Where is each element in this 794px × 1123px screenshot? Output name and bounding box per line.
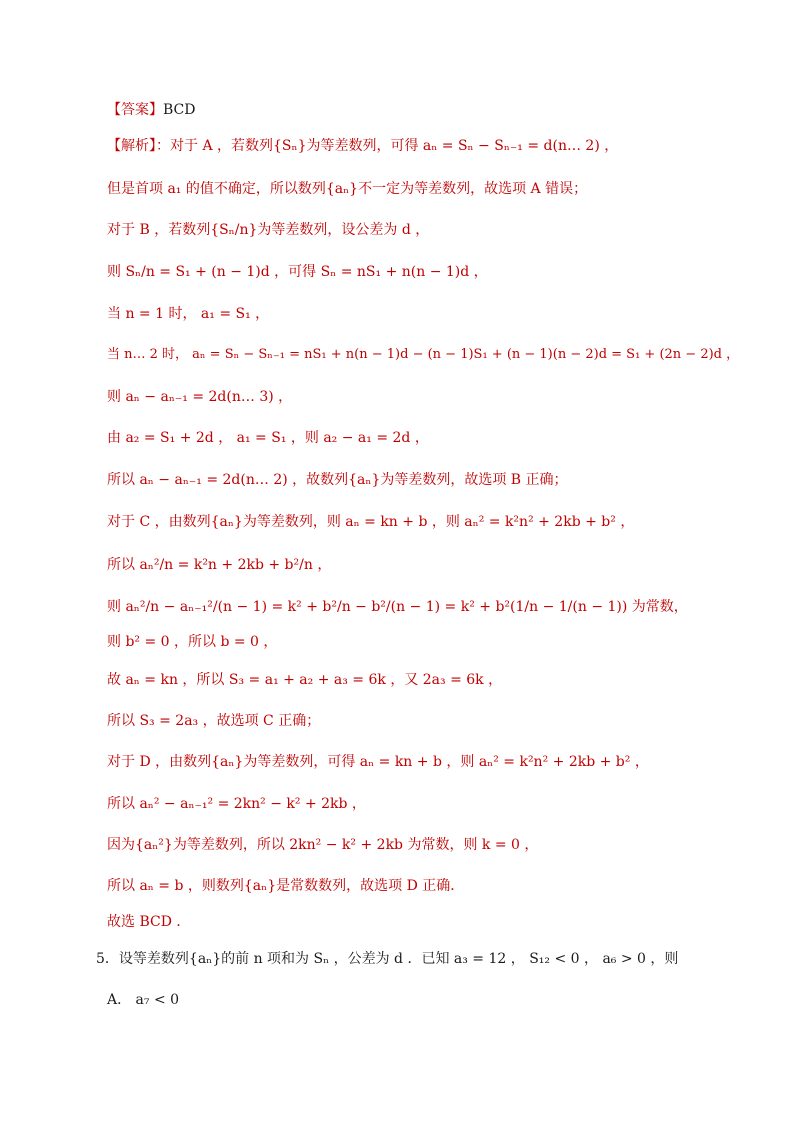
answer-line [107,101,195,119]
analysis-line-6: 当 n… 2 时， aₙ = Sₙ − Sₙ₋₁ = nS₁ + n(n − 1)d − (n − 1)S₁ + (n − 1)(n − 2)d = S₁ + (2n − 2)d ， [107,347,740,362]
answer-value: BCD [163,102,196,118]
analysis-line-17: 所以 aₙ² − aₙ₋₁² = 2kn² − k² + 2kb ， [107,796,366,812]
analysis-line-14: 故 aₙ = kn ，所以 S₃ = a₁ + a₂ + a₃ = 6k ，又 2a₃ = 6k ， [107,672,503,688]
analysis-line-3: 对于 B ，若数列{Sₙ/n}为等差数列，设公差为 d ， [107,222,430,238]
analysis-line-2: 但是首项 a₁ 的值不确定，所以数列{aₙ}不一定为等差数列，故选项 A 错误； [107,181,588,197]
question-5-stem: 5．设等差数列{aₙ}的前 n 项和为 Sₙ ，公差为 d ．已知 a₃ = 12 ， S₁₂ < 0 ， a₆ > 0 ，则 [96,951,679,967]
analysis-line-15: 所以 S₃ = 2a₃ ，故选项 C 正确； [107,713,321,729]
analysis-line-16: 对于 D ，由数列{aₙ}为等差数列，可得 aₙ = kn + b ，则 aₙ² = k²n² + 2kb + b² ， [107,754,649,770]
analysis-tag: 【解析】 [107,138,156,154]
analysis-line-18: 因为{aₙ²}为等差数列，所以 2kn² − k² + 2kb 为常数，则 k = 0 ， [107,837,539,853]
analysis-line-5: 当 n = 1 时， a₁ = S₁ ， [107,306,270,322]
question-5-option-a: A． a₇ < 0 [107,992,180,1008]
analysis-line-10: 对于 C ，由数列{aₙ}为等差数列，则 aₙ = kn + b ，则 aₙ² = k²n² + 2kb + b² ， [107,514,635,530]
analysis-line-11: 所以 aₙ²/n = k²n + 2kb + b²/n ， [107,557,332,573]
analysis-line-12: 则 aₙ²/n − aₙ₋₁²/(n − 1) = k² + b²/n − b²/(n − 1) = k² + b²(1/n − 1/(n − 1)) 为常数， [107,599,688,615]
analysis-line-7: 则 aₙ − aₙ₋₁ = 2d(n… 3) ， [107,389,293,405]
answer-tag: 【答案】 [107,102,163,118]
analysis-line-8: 由 a₂ = S₁ + 2d ， a₁ = S₁ ，则 a₂ − a₁ = 2d ， [107,430,429,446]
analysis-line-9: 所以 aₙ − aₙ₋₁ = 2d(n… 2) ，故数列{aₙ}为等差数列，故选项 B 正确； [107,472,568,488]
analysis-line-19: 所以 aₙ = b ，则数列{aₙ}是常数数列，故选项 D 正确． [107,878,465,894]
analysis-line-1 [107,137,618,155]
analysis-line-20: 故选 BCD ． [107,914,191,930]
analysis-line-4: 则 Sₙ/n = S₁ + (n − 1)d ，可得 Sₙ = nS₁ + n(n − 1)d ， [107,264,488,280]
analysis-text-1: ：对于 A ，若数列{Sₙ}为等差数列，可得 aₙ = Sₙ − Sₙ₋₁ = d(n… 2) ， [156,138,619,154]
analysis-line-13: 则 b² = 0 ，所以 b = 0 ， [107,634,278,650]
